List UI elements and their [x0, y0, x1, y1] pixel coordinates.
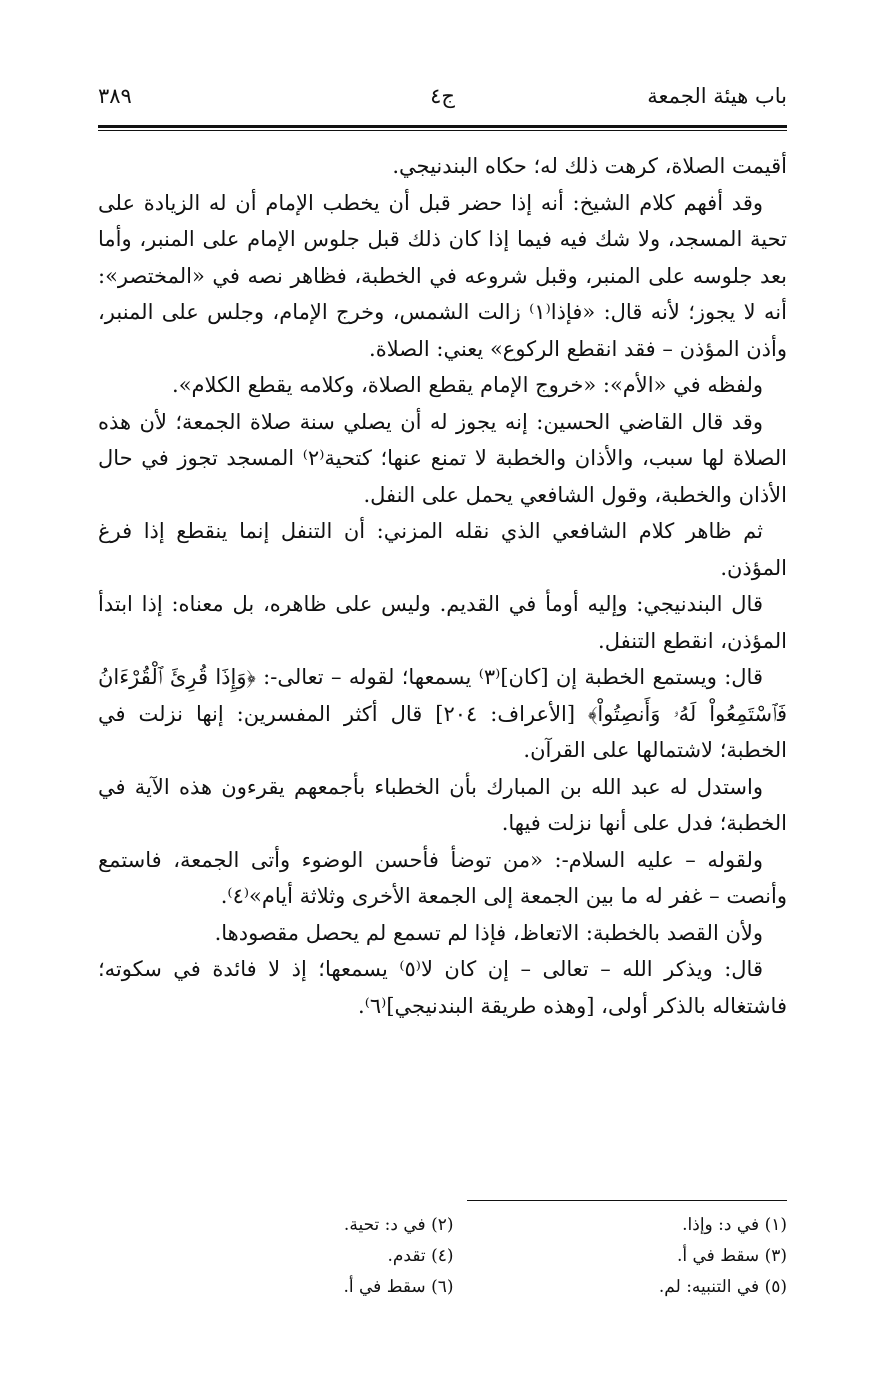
footnote: (١) في د: وإذا.: [682, 1215, 787, 1235]
header-rule: [98, 125, 787, 128]
paragraph: وقد قال القاضي الحسين: إنه يجوز له أن يصلي سنة صلاة الجمعة؛ لأن هذه الصلاة لها سبب، والأذان والخطبة لا تمنع عنها؛ كتحية⁽٢⁾ المسجد تجوز في حال الأذان والخطبة، وقول الشافعي يحمل على النفل.: [98, 409, 787, 507]
footnote-row: [120, 1241, 787, 1272]
footnote: (٣) سقط في أ.: [676, 1246, 787, 1266]
paragraph: واستدل له عبد الله بن المبارك بأن الخطباء بأجمعهم يقرءون هذه الآية في الخطبة؛ فدل على أنها نزلت فيها.: [98, 774, 787, 835]
page-number: ٣٨٩: [98, 84, 132, 108]
footnote-row: [120, 1272, 787, 1303]
paragraph: قال: ويذكر الله – تعالى – إن كان لا⁽٥⁾ يسمعها؛ إذ لا فائدة في سكوته؛ فاشتغاله بالذكر أولى، [وهذه طريقة البندنيجي]⁽٦⁾.: [98, 957, 787, 1018]
paragraph: أقيمت الصلاة، كرهت ذلك له؛ حكاه البندنيجي.: [392, 154, 787, 178]
paragraph: قال البندنيجي: وإليه أومأ في القديم. وليس على ظاهره، بل معناه: إذا ابتدأ المؤذن، انقطع التنفل.: [98, 592, 787, 653]
paragraph: ولفظه في «الأم»: «خروج الإمام يقطع الصلاة، وكلامه يقطع الكلام».: [172, 373, 763, 397]
chapter-title: باب هيئة الجمعة: [647, 84, 787, 108]
page-header: [98, 84, 787, 124]
paragraph: وقد أفهم كلام الشيخ: أنه إذا حضر قبل أن يخطب الإمام أن له الزيادة على تحية المسجد، ولا شك فيه فيما إذا كان ذلك قبل جلوس الإمام على المنبر، وأما بعد جلوسه على المنبر، وقبل شروعه في الخطبة، فظاهر نصه في «المختصر»: أنه لا يجوز؛ لأنه قال: «فإذا⁽١⁾ زالت الشمس، وخرج الإمام، وجلس على المنبر، وأذن المؤذن – فقد انقطع الركوع» يعني: الصلاة.: [98, 190, 787, 361]
footnote-separator: [467, 1200, 787, 1201]
footnote: (٥) في التنبيه: لم.: [658, 1277, 787, 1297]
footnote: (٢) في د: تحية.: [343, 1215, 454, 1235]
paragraph: قال: ويستمع الخطبة إن [كان]⁽٣⁾ يسمعها؛ لقوله – تعالى-: ﴿وَإِذَا قُرِئَ ٱلْقُرْءَانُ فَٱسْتَمِعُواْ لَهُۥ وَأَنصِتُواْ﴾ [الأعراف: ٢٠٤] قال أكثر المفسرين: إنها نزلت في الخطبة؛ لاشتمالها على القرآن.: [98, 665, 788, 762]
paragraph: ولأن القصد بالخطبة: الاتعاظ، فإذا لم تسمع لم يحصل مقصودها.: [214, 920, 763, 945]
footnote: (٤) تقدم.: [387, 1246, 454, 1266]
header-rule-thin: [98, 130, 787, 131]
footnote: (٦) سقط في أ.: [343, 1277, 454, 1297]
paragraph: ثم ظاهر كلام الشافعي الذي نقله المزني: أن التنفل إنما ينقطع إذا فرغ المؤذن.: [98, 519, 787, 580]
volume-label: ج٤: [430, 84, 455, 108]
footnotes: [120, 1210, 787, 1303]
footnote-row: [120, 1210, 787, 1241]
main-text: [98, 148, 787, 1024]
paragraph: ولقوله – عليه السلام-: «من توضأ فأحسن الوضوء وأتى الجمعة، فاستمع وأنصت – غفر له ما بين الجمعة إلى الجمعة الأخرى وثلاثة أيام»⁽٤⁾.: [98, 847, 787, 908]
